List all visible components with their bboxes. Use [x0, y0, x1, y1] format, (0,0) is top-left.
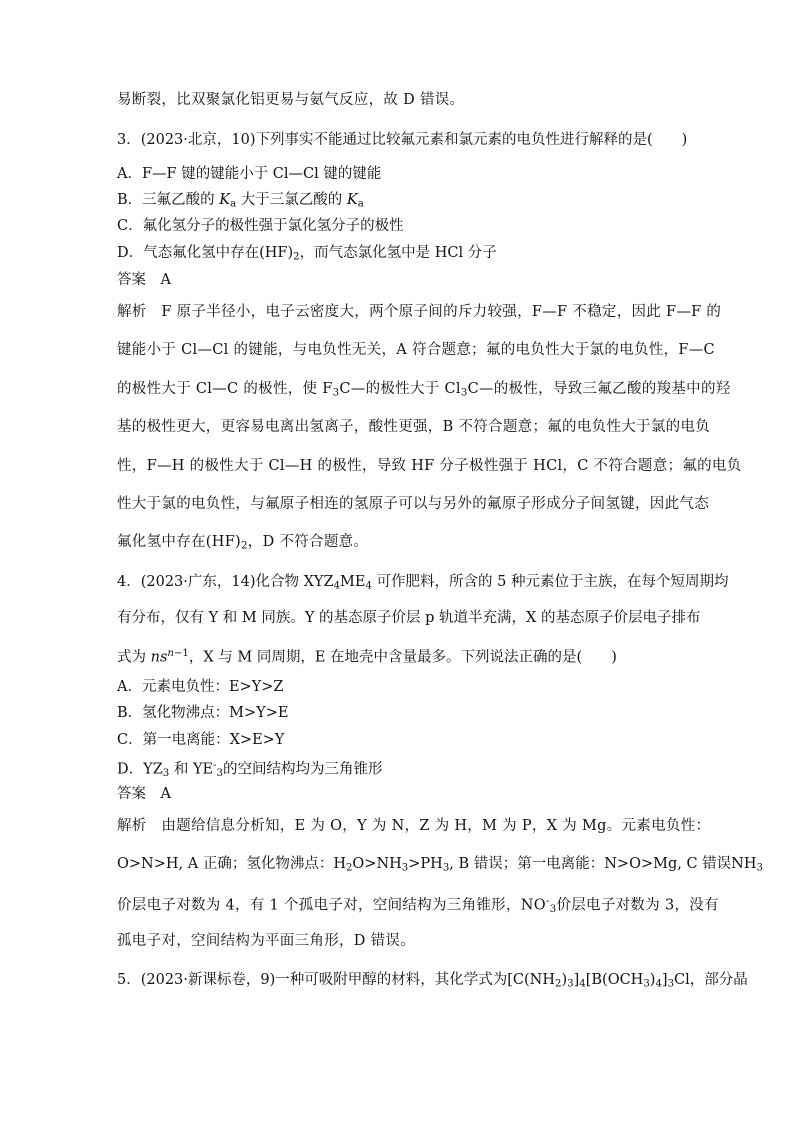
question-4-analysis: O>N>H, A 正确；氢化物沸点：$H_2O>NH_3>PH_3$, B 错误；第一电离能：N>O>Mg, C 错误$NH_3$: [117, 856, 763, 874]
question-4-analysis: 解析 由题给信息分析知，E 为 O，Y 为 N，Z 为 H，M 为 P，X 为 Mg。元素电负性：: [117, 818, 711, 834]
question-3-stem: 3．(2023·北京，10)下列事实不能通过比较氟元素和氯元素的电负性进行解释的是( ): [117, 132, 688, 148]
question-3-answer: 答案 A: [117, 272, 171, 288]
question-4-stem: 式为 $ns^{n-1}$，X 与 M 同周期，E 在地壳中含量最多。下列说法正确的是( ): [117, 648, 617, 666]
question-4-option-c: C．第一电离能：X>E>Y: [117, 732, 285, 748]
question-3-option-d: D．气态氟化氢中存在$(HF)_2$，而气态氯化氢中是 HCl 分子: [117, 245, 497, 263]
question-3-analysis: 氟化氢中存在$(HF)_2$，D 不符合题意。: [117, 534, 369, 552]
question-4-analysis: 孤电子对，空间结构为平面三角形，D 错误。: [117, 933, 416, 949]
question-3-option-b: B．三氟乙酸的 $K_a$ 大于三氯乙酸的 $K_a$: [117, 192, 364, 210]
question-3-option-a: A．F—F 键的键能小于 Cl—Cl 键的键能: [117, 166, 382, 182]
question-3-analysis: 键能小于 Cl—Cl 的键能，与电负性无关，A 符合题意；氟的电负性大于氯的电负性，F—C: [117, 342, 715, 358]
question-4-stem: 4．(2023·广东，14)化合物 $XYZ_4ME_4$ 可作肥料，所含的 5 种元素位于主族，在每个短周期均: [117, 574, 729, 592]
question-5-stem: 5．(2023·新课标卷，9)一种可吸附甲醇的材料，其化学式为$[C(NH_2)_3]_4[B(OCH_3)_4]_3Cl$，部分晶: [117, 972, 748, 990]
question-4-stem: 有分布，仅有 Y 和 M 同族。Y 的基态原子价层 p 轨道半充满，X 的基态原子价层电子排布: [117, 610, 701, 626]
question-4-option-d: D．$YZ_3$ 和 $YE^-_3$的空间结构均为三角锥形: [117, 760, 383, 780]
question-4-option-a: A．元素电负性：E>Y>Z: [117, 679, 284, 695]
question-3-analysis: 解析 F 原子半径小，电子云密度大，两个原子间的斥力较强，F—F 不稳定，因此 F—F 的: [117, 304, 722, 320]
question-3-option-c: C．氟化氢分子的极性强于氯化氢分子的极性: [117, 218, 404, 234]
question-3-analysis: 基的极性更大，更容易电离出氢离子，酸性更强，B 不符合题意；氟的电负性大于氯的电负: [117, 419, 711, 435]
question-3-analysis: 性，F—H 的极性大于 Cl—H 的极性，导致 HF 分子极性强于 HCl，C 不符合题意；氟的电负: [117, 458, 742, 474]
question-4-analysis: 价层电子对数为 4，有 1 个孤电子对，空间结构为三角锥形，$NO^-_3$价层电子对数为 3，没有: [117, 896, 719, 916]
text-line: 易断裂，比双聚氯化铝更易与氨气反应，故 D 错误。: [117, 92, 465, 108]
question-4-option-b: B．氢化物沸点：M>Y>E: [117, 705, 289, 721]
question-3-analysis: 性大于氯的电负性，与氟原子相连的氢原子可以与另外的氟原子形成分子间氢键，因此气态: [117, 496, 709, 512]
question-3-analysis: 的极性大于 Cl—C 的极性，使 $F_3C—$的极性大于 $Cl_3C—$的极性，导致三氟乙酸的羧基中的羟: [117, 381, 731, 399]
question-4-answer: 答案 A: [117, 786, 171, 802]
